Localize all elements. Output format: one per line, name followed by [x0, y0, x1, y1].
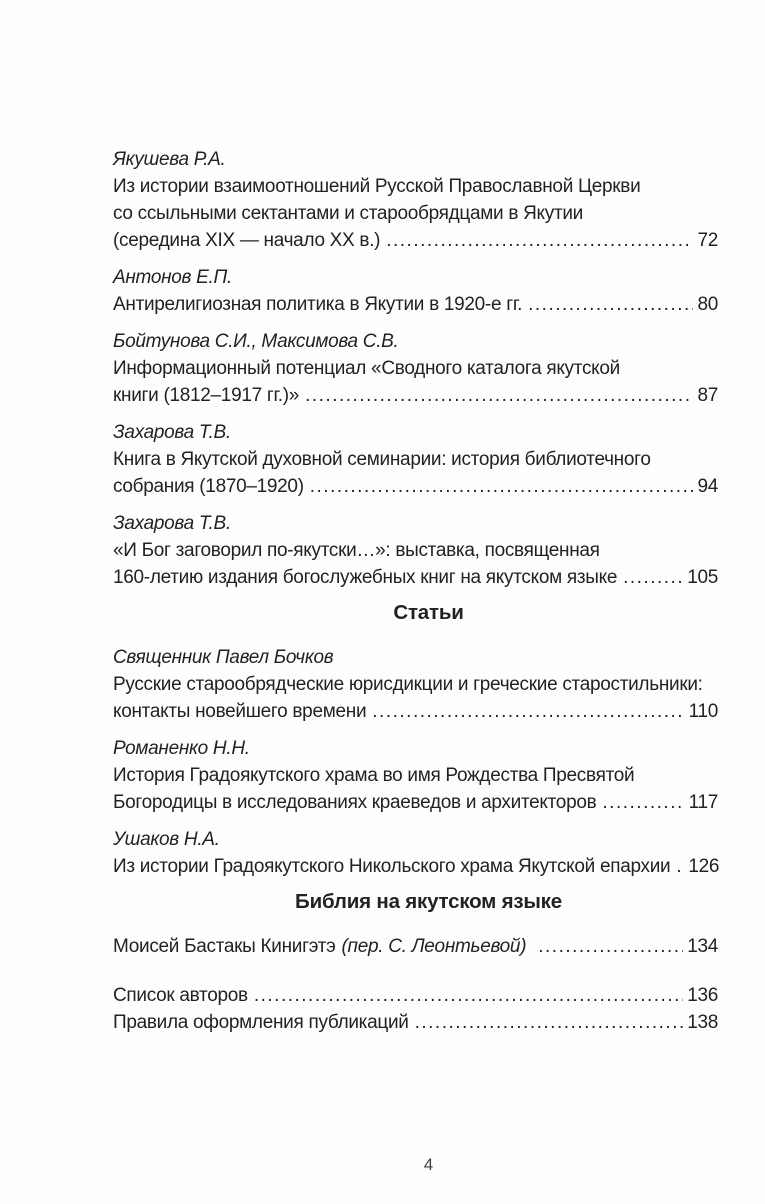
- toc-entry-title-text: Правила оформления публикаций: [113, 1012, 409, 1033]
- toc-entry-author: Антонов Е.П.: [113, 267, 232, 288]
- toc-entry-title-line: Русские старообрядческие юрисдикции и греческие старостильники:: [113, 674, 703, 695]
- toc-entry: [113, 146, 718, 254]
- toc-entry-title-text: 160-летию издания богослужебных книг на якутском языке: [113, 567, 618, 588]
- toc-entry-page-number: 94: [697, 476, 718, 497]
- toc-entry-last-line: [113, 473, 718, 500]
- dot-leader: [538, 933, 683, 960]
- section-heading: Библия на якутском языке: [295, 890, 562, 913]
- toc-entry-author: Захарова Т.В.: [113, 513, 231, 534]
- dot-leader: [528, 291, 693, 318]
- toc-entry: [113, 328, 718, 409]
- dot-leader: [254, 982, 683, 1009]
- dot-leader: [623, 564, 683, 591]
- toc-content-column: [113, 146, 718, 1036]
- toc-entry-page-number: 72: [697, 230, 718, 251]
- toc-entry-last-line: [113, 698, 718, 725]
- toc-entry-author: Захарова Т.В.: [113, 422, 231, 443]
- toc-entry-last-line: [113, 564, 718, 591]
- section-heading: Статьи: [393, 601, 464, 624]
- dot-leader: [602, 789, 684, 816]
- toc-entry: [113, 419, 718, 500]
- toc-entry-page-number: 134: [687, 936, 718, 957]
- toc-entry-page-number: 126: [688, 856, 720, 877]
- dot-leader: [415, 1009, 684, 1036]
- toc-entry-title-text: Список авторов: [113, 985, 248, 1006]
- toc-entry-author: Священник Павел Бочков: [113, 647, 334, 668]
- toc-entry-title-text: Моисей Бастакы Кинигэтэ: [113, 936, 336, 957]
- toc-entry-last-line: [113, 382, 718, 409]
- toc-section: [113, 146, 718, 591]
- toc-entry-page-number: 110: [688, 701, 718, 722]
- dot-leader: [676, 853, 684, 880]
- dot-leader: [305, 382, 693, 409]
- toc-entry-title-line: Информационный потенциал «Сводного каталога якутской: [113, 358, 620, 379]
- toc-entry-last-line: [113, 853, 718, 880]
- toc-entry-title-text: контакты новейшего времени: [113, 701, 367, 722]
- folio-page-number: 4: [423, 1155, 434, 1174]
- toc-entry-author: Романенко Н.Н.: [113, 738, 250, 759]
- toc-entry: [113, 735, 718, 816]
- dot-leader: [310, 473, 694, 500]
- toc-entry-title-text: Из истории Градоякутского Никольского храма Якутской епархии: [113, 856, 671, 877]
- toc-entry-page-number: 117: [688, 792, 718, 813]
- toc-entry-last-line: [113, 1009, 718, 1036]
- toc-entry-title-line: со ссыльными сектантами и старообрядцами в Якутии: [113, 203, 583, 224]
- toc-entry: [113, 933, 718, 960]
- toc-entry-author: Якушева Р.А.: [113, 149, 226, 170]
- toc-entry-page-number: 105: [687, 567, 718, 588]
- toc-section: [113, 887, 718, 960]
- toc-entry: [113, 644, 718, 725]
- toc-entry-title-line: Книга в Якутской духовной семинарии: история библиотечного: [113, 449, 651, 470]
- toc-entry: [113, 510, 718, 591]
- toc-entry-title-text: (середина XIX — начало XX в.): [113, 230, 381, 251]
- toc-entry-page-number: 138: [687, 1012, 718, 1033]
- toc-entry-last-line: [113, 982, 718, 1009]
- page-footer: [113, 1153, 718, 1177]
- toc-entry-last-line: [113, 227, 718, 254]
- toc-entry: [113, 264, 718, 318]
- toc-section: [113, 598, 718, 880]
- toc-entry-last-line: [113, 789, 718, 816]
- toc-entry-title-text: Антирелигиозная политика в Якутии в 1920-е гг.: [113, 294, 523, 315]
- dot-leader: [386, 227, 693, 254]
- toc-section: [113, 982, 718, 1036]
- toc-entry-author: Ушаков Н.А.: [113, 829, 220, 850]
- toc-entry-title-text: собрания (1870–1920): [113, 476, 304, 497]
- toc-entry-last-line: [113, 933, 718, 960]
- toc-entry-author: Бойтунова С.И., Максимова С.В.: [113, 331, 399, 352]
- toc-backmatter: [113, 982, 718, 1036]
- toc-entry-page-number: 80: [697, 294, 718, 315]
- toc-entry-title-line: История Градоякутского храма во имя Рождества Пресвятой: [113, 765, 635, 786]
- toc-entry-title-line: «И Бог заговорил по-якутски…»: выставка, посвященная: [113, 540, 600, 561]
- toc-entry-translator-note: (пер. С. Леонтьевой): [341, 936, 527, 957]
- toc-entry-last-line: [113, 291, 718, 318]
- dot-leader: [372, 698, 684, 725]
- toc-entry-page-number: 87: [697, 385, 718, 406]
- toc-entry-title-line: Из истории взаимоотношений Русской Православной Церкви: [113, 176, 641, 197]
- toc-entry: [113, 826, 718, 880]
- toc-entry-title-text: Богородицы в исследованиях краеведов и архитекторов: [113, 792, 597, 813]
- toc-entry-title-text: книги (1812–1917 гг.)»: [113, 385, 300, 406]
- toc-entry-page-number: 136: [687, 985, 718, 1006]
